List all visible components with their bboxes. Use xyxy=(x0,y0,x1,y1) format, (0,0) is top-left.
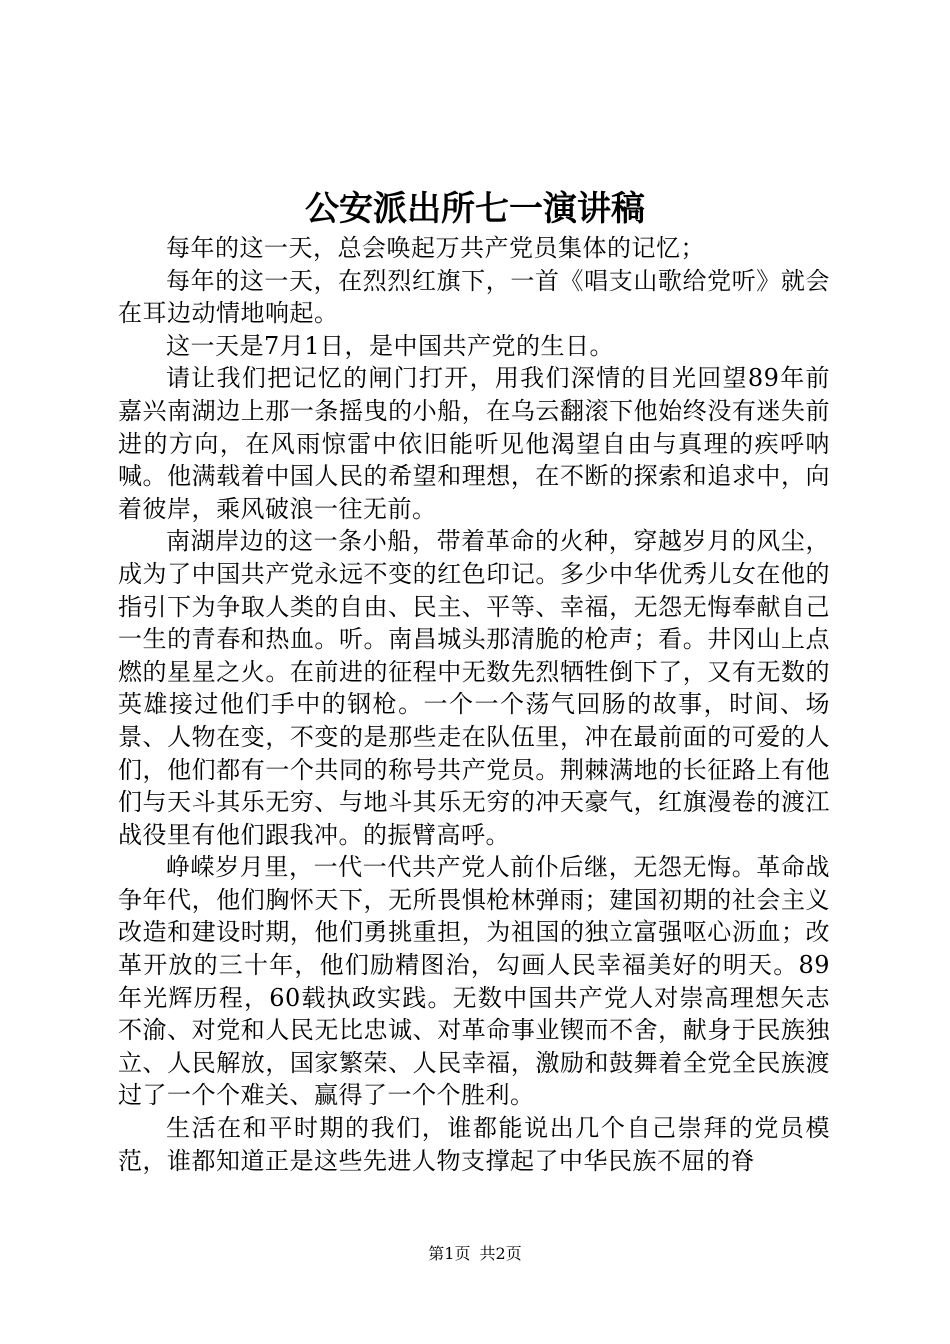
page-number-current: 第1页 xyxy=(428,1244,471,1263)
paragraph: 峥嵘岁月里，一代一代共产党人前仆后继，无怨无悔。革命战争年代，他们胸怀天下，无所畏惧枪林弹雨；建国初期的社会主义改造和建设时期，他们勇挑重担，为祖国的独立富强呕心沥血；改革开放的三十年，他们励精图治，勾画人民幸福美好的明天。89年光辉历程，60载执政实践。无数中国共产党人对崇高理想矢志不渝、对党和人民无比忠诚、对革命事业锲而不舍，献身于民族独立、人民解放，国家繁荣、人民幸福，激励和鼓舞着全党全民族渡过了一个个难关、赢得了一个个胜利。 xyxy=(118,853,830,1110)
page-number-total: 共2页 xyxy=(479,1244,522,1263)
page-footer xyxy=(0,1243,950,1265)
paragraph: 每年的这一天，总会唤起万共产党员集体的记忆； xyxy=(166,234,705,262)
paragraph: 南湖岸边的这一条小船，带着革命的火种，穿越岁月的风尘，成为了中国共产党永远不变的红色印记。多少中华优秀儿女在他的指引下为争取人类的自由、民主、平等、幸福，无怨无悔奉献自己一生的青春和热血。听。南昌城头那清脆的枪声；看。井冈山上点燃的星星之火。在前进的征程中无数先烈牺牲倒下了，又有无数的英雄接过他们手中的钢枪。一个一个荡气回肠的故事，时间、场景、人物在变，不变的是那些走在队伍里，冲在最前面的可爱的人们，他们都有一个共同的称号共产党员。荆棘满地的长征路上有他们与天斗其乐无穷、与地斗其乐无穷的冲天豪气，红旗漫卷的渡江战役里有他们跟我冲。的振臂高呼。 xyxy=(118,527,830,849)
paragraph: 生活在和平时期的我们，谁都能说出几个自己崇拜的党员模范，谁都知道正是这些先进人物支撑起了中华民族不屈的脊 xyxy=(118,1114,830,1175)
document-body xyxy=(118,232,830,1177)
document-title: 公安派出所七一演讲稿 xyxy=(305,189,645,229)
paragraph: 这一天是7月1日，是中国共产党的生日。 xyxy=(166,331,615,360)
paragraph: 每年的这一天，在烈烈红旗下，一首《唱支山歌给党听》就会在耳边动情地响起。 xyxy=(118,266,830,328)
paragraph: 请让我们把记忆的闸门打开，用我们深情的目光回望89年前嘉兴南湖边上那一条摇曳的小船，在乌云翻滚下他始终没有迷失前进的方向，在风雨惊雷中依旧能听见他渴望自由与真理的疾呼呐喊。他满载着中国人民的希望和理想，在不断的探索和追求中，向着彼岸，乘风破浪一往无前。 xyxy=(118,364,830,523)
